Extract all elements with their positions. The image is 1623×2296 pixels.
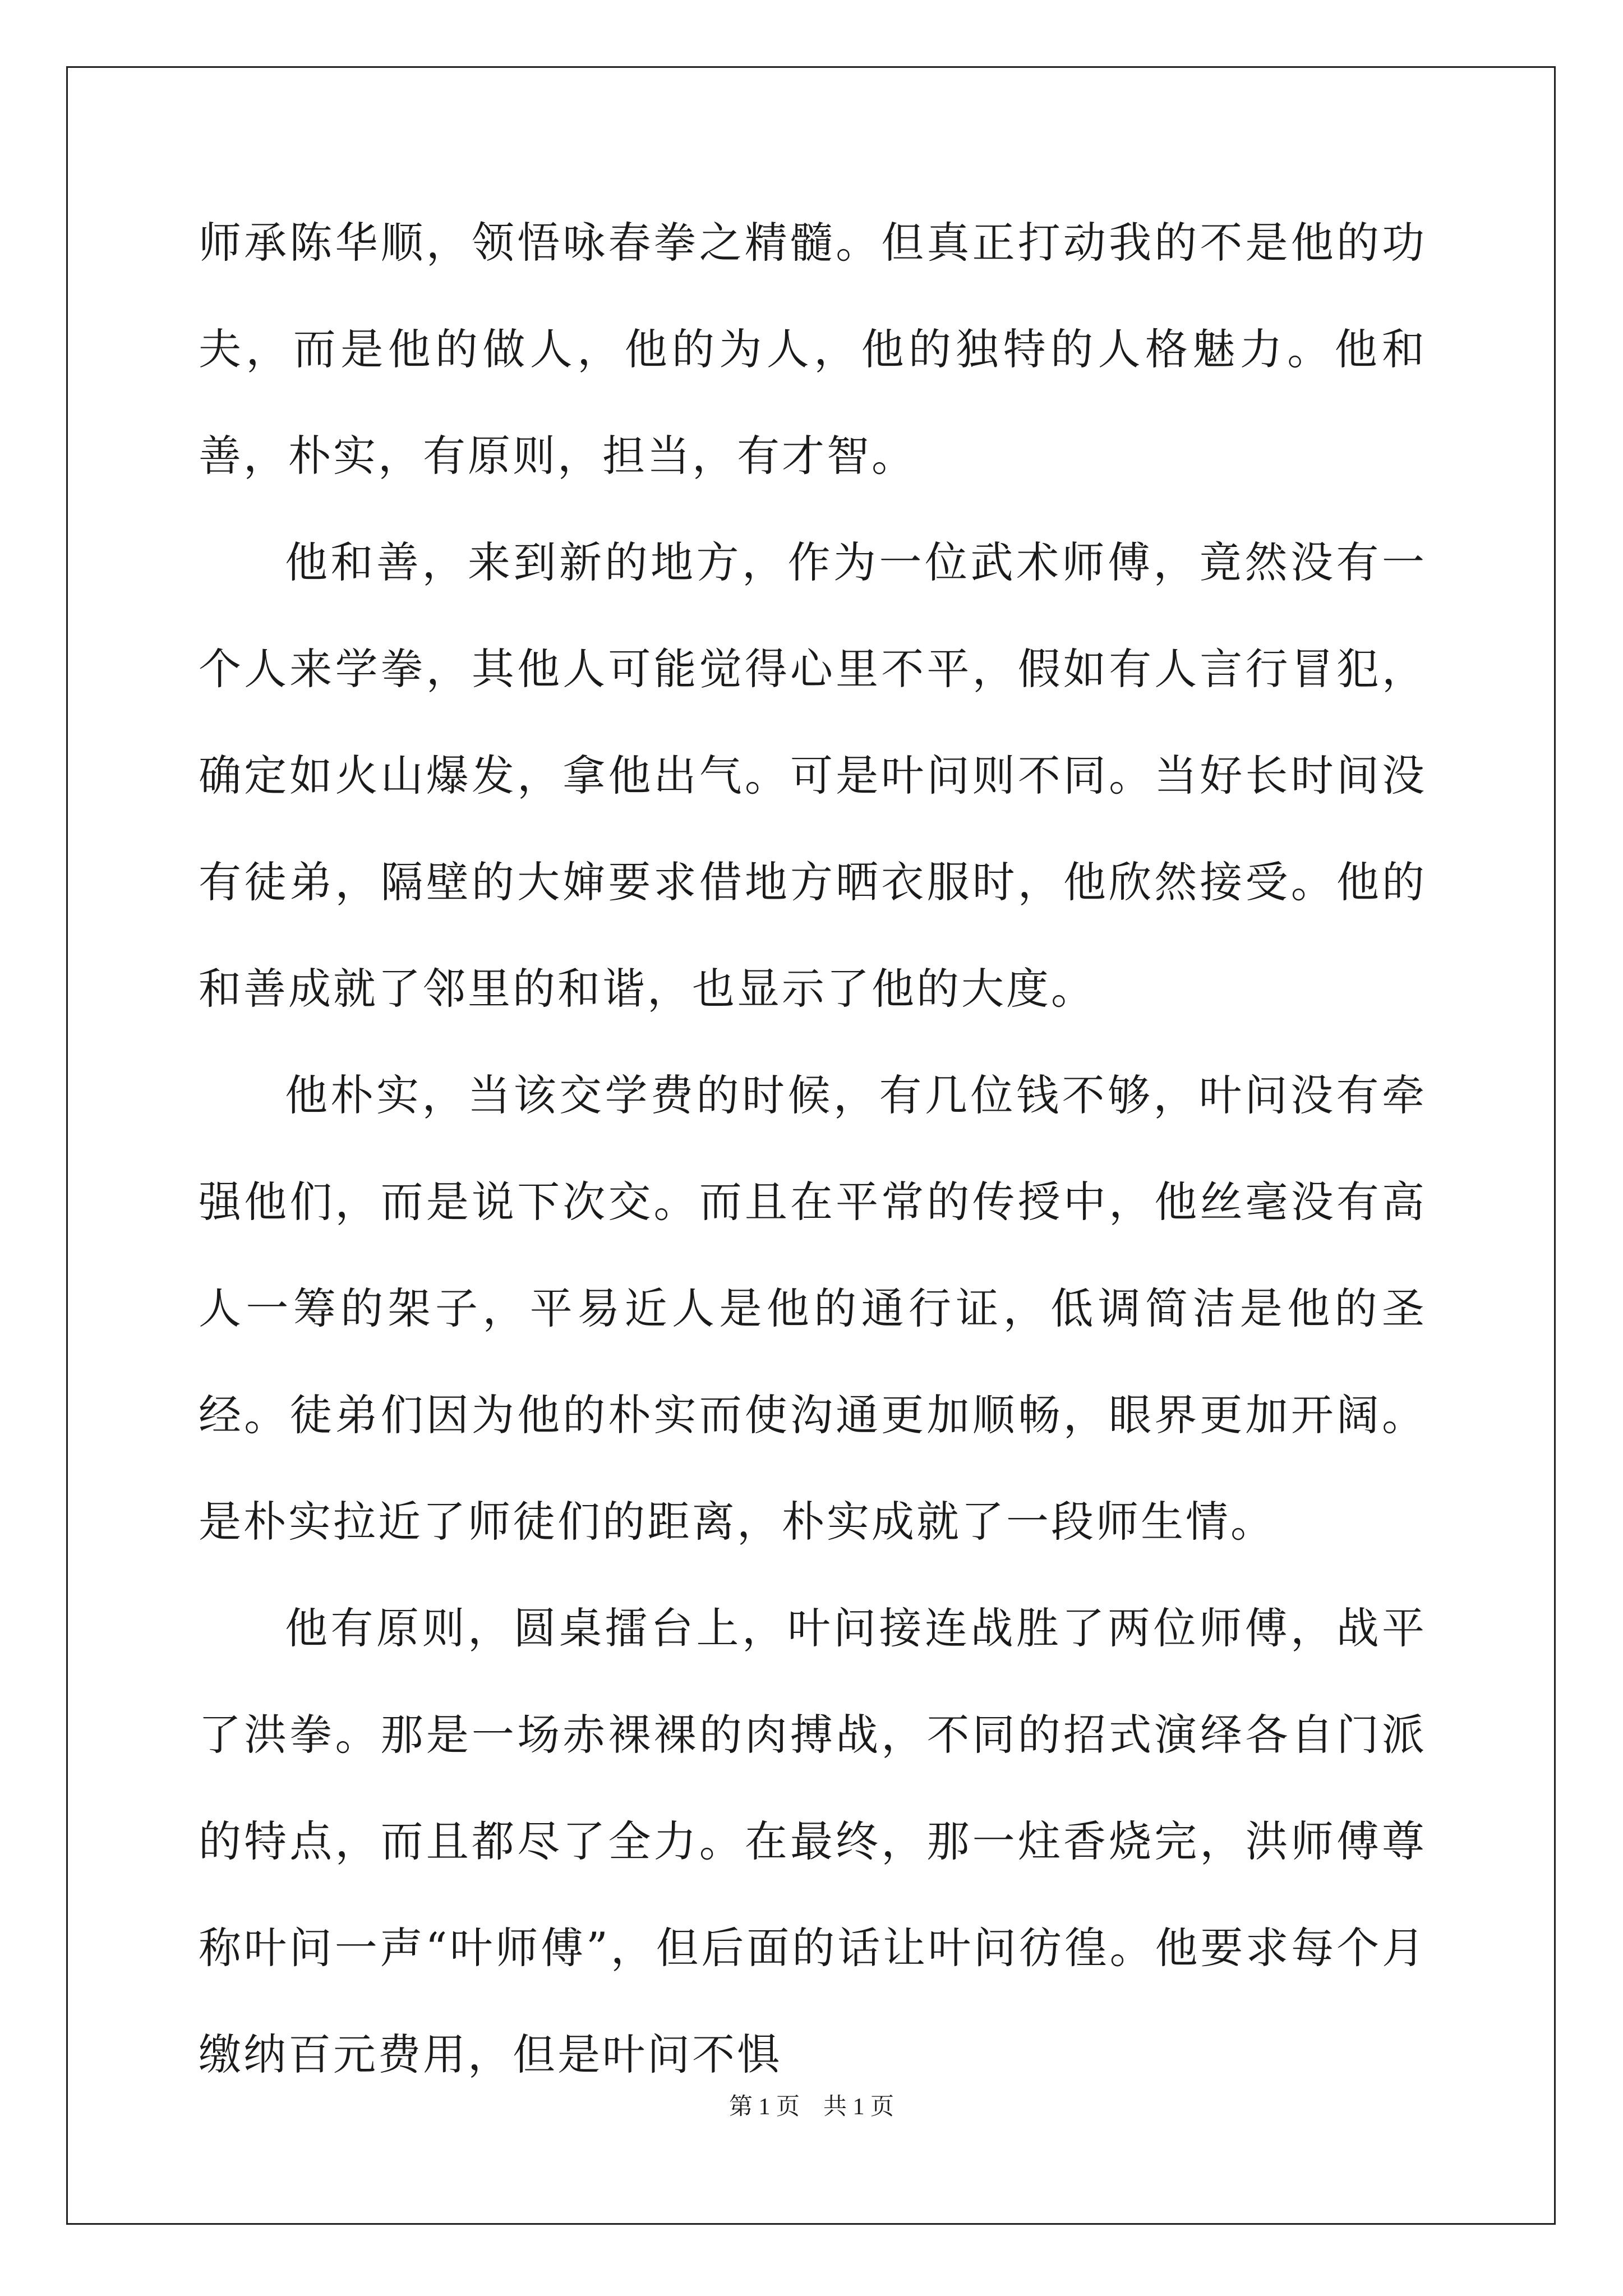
paragraph-2: 他和善，来到新的地方，作为一位武术师傅，竟然没有一个人来学拳，其他人可能觉得心里不平，假如有人言行冒犯，确定如火山爆发，拿他出气。可是叶问则不同。当好长时间没有徒弟，隔壁的大婶要求借地方晒衣服时，他欣然接受。他的和善成就了邻里的和谐，也显示了他的大度。 — [199, 537, 1427, 1014]
page-number-footer: 第 1 页 共 1 页 — [728, 2094, 894, 2120]
document-body — [199, 202, 1427, 2108]
paragraph-4: 他有原则，圆桌擂台上，叶问接连战胜了两位师傅，战平了洪拳。那是一场赤裸裸的肉搏战，不同的招式演绎各自门派的特点，而且都尽了全力。在最终，那一炷香烧完，洪师傅尊称叶问一声“叶师傅”，但后面的话让叶问彷徨。他要求每个月缴纳百元费用，但是叶问不惧 — [199, 1603, 1427, 2079]
paragraph-1: 师承陈华顺，领悟咏春拳之精髓。但真正打动我的不是他的功夫，而是他的做人，他的为人，他的独特的人格魅力。他和善，朴实，有原则，担当，有才智。 — [199, 218, 1427, 481]
paragraph-3: 他朴实，当该交学费的时候，有几位钱不够，叶问没有牵强他们，而是说下次交。而且在平常的传授中，他丝毫没有高人一筹的架子，平易近人是他的通行证，低调简洁是他的圣经。徒弟们因为他的朴实而使沟通更加顺畅，眼界更加开阔。是朴实拉近了师徒们的距离，朴实成就了一段师生情。 — [199, 1070, 1427, 1547]
